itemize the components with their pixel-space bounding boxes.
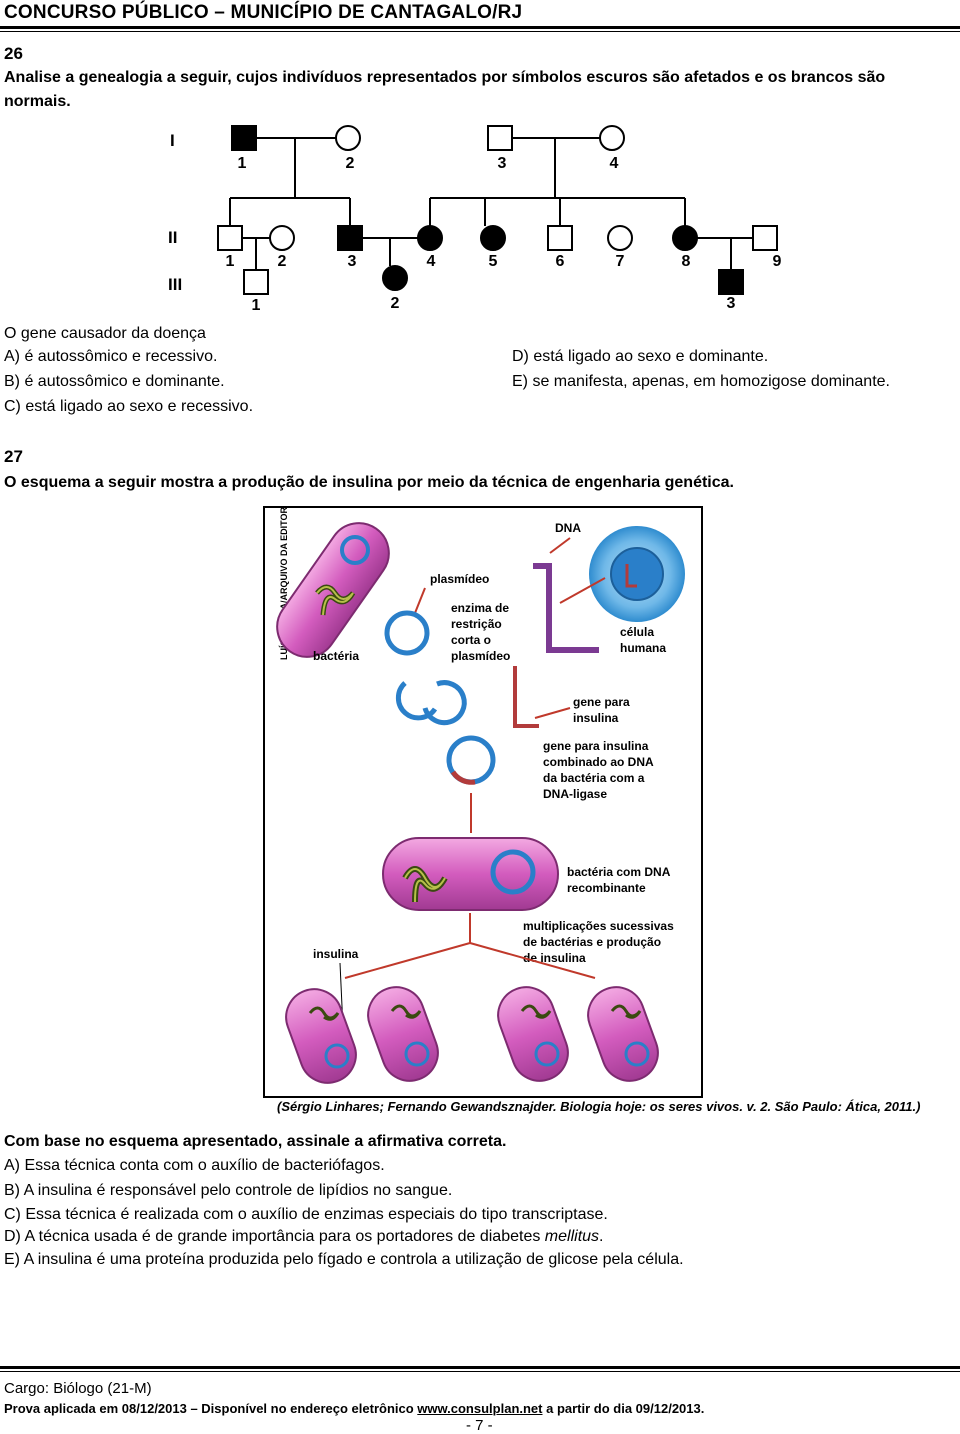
question-26-number: 26 (4, 44, 23, 63)
question-27-prompt: Com base no esquema apresentado, assinale a afirmativa correta. (4, 1133, 507, 1150)
label-gene-comb-3: da bactéria com a (543, 771, 645, 785)
label-human-cell-1: célula (620, 625, 655, 639)
q26-option-c[interactable]: C) está ligado ao sexo e recessivo. (4, 398, 254, 415)
individual-II9-male (753, 226, 777, 250)
label-dna: DNA (555, 521, 581, 535)
pedigree-chart (150, 118, 800, 318)
genetic-engineering-figure (263, 506, 703, 1098)
label-gene-comb-1: gene para insulina (543, 739, 649, 753)
generation-label-I: I (170, 131, 175, 150)
individual-II5-affected-female (481, 226, 505, 250)
individual-I3-male (488, 126, 512, 150)
individual-II1-male (218, 226, 242, 250)
label-II2: 2 (277, 253, 287, 270)
footer-website-link[interactable]: www.consulplan.net (417, 1401, 543, 1416)
figure-source-citation: (Sérgio Linhares; Fernando Gewandsznajder. Biologia hoje: os seres vivos. v. 2. São Paulo: Ática, 2011.) (277, 1099, 921, 1114)
q27-option-c[interactable]: C) Essa técnica é realizada com o auxílio de enzimas especiais do tipo transcriptase. (4, 1206, 608, 1223)
label-bacteria: bactéria (313, 649, 360, 663)
q27-option-a[interactable]: A) Essa técnica conta com o auxílio de bacteriófagos. (4, 1157, 385, 1174)
footer-cargo: Cargo: Biólogo (21-M) (4, 1380, 152, 1397)
individual-I4-female (600, 126, 624, 150)
q27-option-d[interactable] (4, 1225, 603, 1249)
label-enzyme-3: corta o (451, 633, 492, 647)
individual-II6-male (548, 226, 572, 250)
label-multiplication-3: de insulina (523, 951, 586, 965)
label-II8: 8 (681, 253, 691, 270)
footer-availability-text: Prova aplicada em 08/12/2013 – Disponível no endereço eletrônico (4, 1401, 418, 1416)
label-II3: 3 (347, 253, 357, 270)
q26-option-b[interactable]: B) é autossômico e dominante. (4, 373, 225, 390)
generation-label-III: III (168, 275, 183, 294)
individual-II3-affected-male (338, 226, 362, 250)
label-III1: 1 (251, 297, 261, 314)
question-26-statement-line2: normais. (4, 93, 71, 110)
question-27-statement: O esquema a seguir mostra a produção de insulina por meio da técnica de engenharia genética. (4, 474, 734, 491)
label-plasmid: plasmídeo (430, 572, 490, 586)
footer-availability-date: a partir do dia 09/12/2013. (542, 1401, 705, 1416)
question-26-statement-line1: Analise a genealogia a seguir, cujos indivíduos representados por símbolos escuros são afetados e os brancos são (4, 69, 886, 86)
plasmid-intact (387, 613, 427, 653)
question-26-prompt: O gene causador da doença (4, 325, 206, 342)
individual-II7-female (608, 226, 632, 250)
dna-strand (533, 566, 599, 650)
label-recombinant-1: bactéria com DNA (567, 865, 671, 879)
footer-rule (0, 1366, 960, 1369)
exam-header-title: CONCURSO PÚBLICO – MUNICÍPIO DE CANTAGALO/RJ (4, 2, 523, 23)
label-human-cell-2: humana (620, 641, 667, 655)
q26-option-e[interactable]: E) se manifesta, apenas, em homozigose dominante. (512, 373, 890, 390)
label-recombinant-2: recombinante (567, 881, 646, 895)
label-III2: 2 (390, 295, 400, 312)
individual-II2-female (270, 226, 294, 250)
label-III3: 3 (726, 295, 736, 312)
label-II9: 9 (772, 253, 782, 270)
individual-III3-affected-male (719, 270, 743, 294)
individual-I1-affected-male (232, 126, 256, 150)
q26-option-a[interactable]: A) é autossômico e recessivo. (4, 348, 218, 365)
insulin-production-diagram (265, 508, 701, 1096)
page-number: - 7 - (466, 1417, 493, 1434)
q27-option-d-italic: mellitus (544, 1228, 600, 1245)
q27-option-d-text: D) A técnica usada é de grande importância para os portadores de diabetes (4, 1228, 545, 1245)
individual-II4-affected-female (418, 226, 442, 250)
label-II5: 5 (488, 253, 498, 270)
label-enzyme-1: enzima de (451, 601, 510, 615)
label-II7: 7 (615, 253, 625, 270)
q27-option-b[interactable]: B) A insulina é responsável pelo controle de lipídios no sangue. (4, 1182, 453, 1199)
individual-III2-affected-female (383, 266, 407, 290)
label-enzyme-4: plasmídeo (451, 649, 511, 663)
label-I2: 2 (345, 155, 355, 172)
bacteria-multiplied (278, 979, 665, 1090)
individual-I2-female (336, 126, 360, 150)
footer-rule-thin (0, 1371, 960, 1372)
header-rule-thin (0, 31, 960, 32)
label-gene-comb-4: DNA-ligase (543, 787, 608, 801)
footer-availability (4, 1401, 704, 1416)
label-I4: 4 (609, 155, 619, 172)
label-gene-1: gene para (573, 695, 630, 709)
label-II4: 4 (426, 253, 436, 270)
label-gene-2: insulina (573, 711, 619, 725)
generation-label-II: II (168, 228, 178, 247)
header-rule (0, 26, 960, 29)
individual-III1-male (244, 270, 268, 294)
label-I1: 1 (237, 155, 247, 172)
label-multiplication-2: de bactérias e produção (523, 935, 662, 949)
label-I3: 3 (497, 155, 507, 172)
figure-credit: LUÍS MOURA/ARQUIVO DA EDITORA (279, 508, 289, 660)
q26-option-d[interactable]: D) está ligado ao sexo e dominante. (512, 348, 769, 365)
q27-option-d-end: . (599, 1228, 604, 1245)
label-gene-comb-2: combinado ao DNA (543, 755, 654, 769)
label-II1: 1 (225, 253, 235, 270)
q27-option-e[interactable]: E) A insulina é uma proteína produzida pelo fígado e controla a utilização de glicose pela célula. (4, 1251, 684, 1268)
label-enzyme-2: restrição (451, 617, 502, 631)
label-insulin: insulina (313, 947, 359, 961)
individual-II8-affected-female (673, 226, 697, 250)
label-multiplication-1: multiplicações sucessivas (523, 919, 674, 933)
label-II6: 6 (555, 253, 565, 270)
question-27-number: 27 (4, 447, 23, 466)
